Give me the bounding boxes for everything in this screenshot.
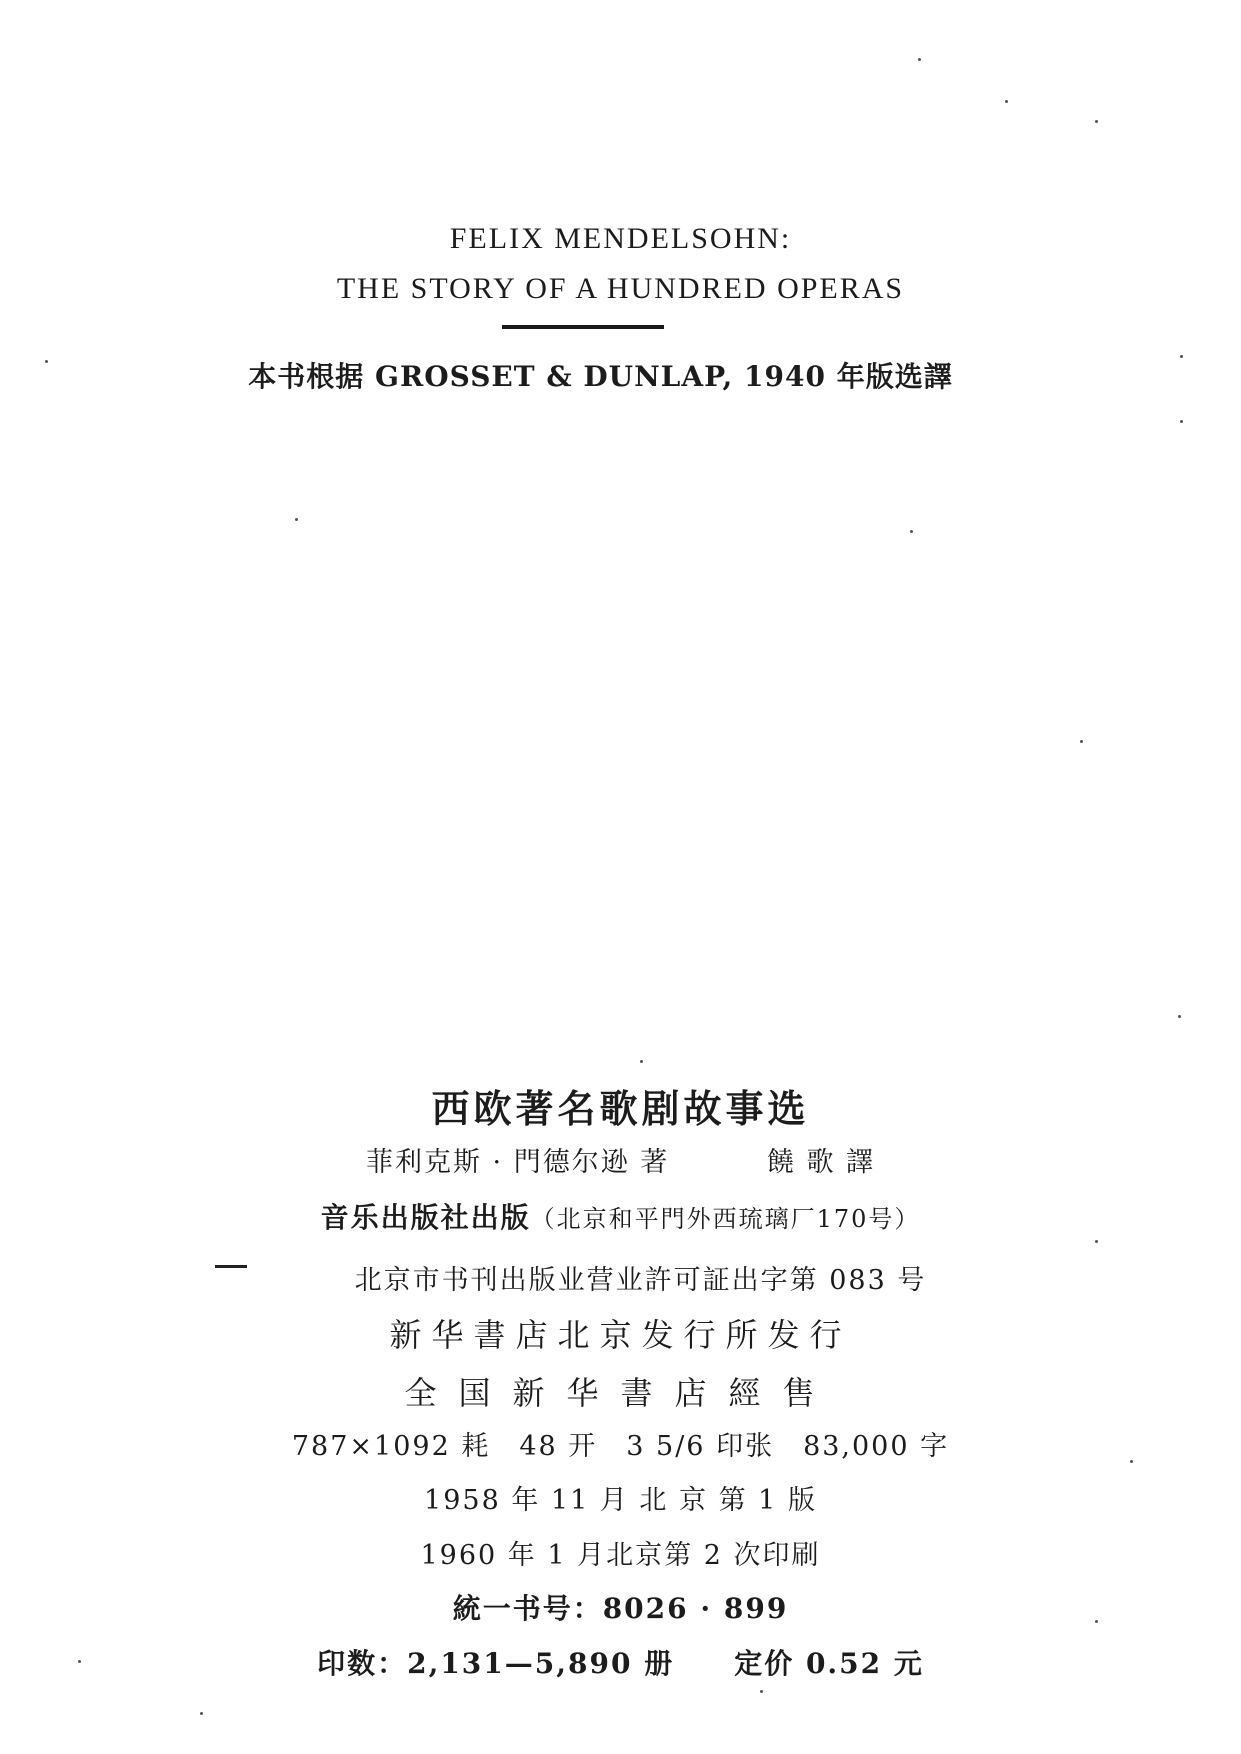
- english-author-line: FELIX MENDELSOHN:: [449, 222, 792, 255]
- english-title-line: THE STORY OF A HUNDRED OPERAS: [336, 272, 905, 305]
- scan-speck: [1095, 1620, 1098, 1623]
- scan-speck: [1095, 120, 1098, 123]
- publisher-name: 音乐出版社出版: [320, 1201, 531, 1234]
- license-line: 北京市书刊出版业营业許可証出字第 083 号: [354, 1265, 927, 1296]
- scan-speck: [1005, 100, 1008, 103]
- scan-speck: [910, 530, 913, 533]
- scan-speck: [45, 360, 48, 363]
- distributor-line: 新华書店北京发行所发行: [389, 1316, 852, 1354]
- edition-line: 1958 年 11 月 北 京 第 1 版: [424, 1485, 817, 1516]
- publisher-address: （北京和平門外西琉璃厂170号）: [530, 1205, 921, 1233]
- print-run-price-line: 印数：2,131—5,890 册 定价 0.52 元: [317, 1647, 924, 1680]
- author-translator-line: 菲利克斯 · 門德尔逊 著 饒 歌 譯: [365, 1147, 876, 1178]
- seller-line: 全国新华書店經售: [404, 1374, 837, 1412]
- scan-speck: [1080, 740, 1083, 743]
- scan-speck: [1180, 355, 1183, 358]
- scan-speck: [295, 518, 298, 521]
- scan-speck: [78, 1660, 81, 1663]
- isbn-line: 統一书号：8026 · 899: [452, 1592, 789, 1625]
- scan-speck: [1178, 1015, 1181, 1018]
- scan-speck: [1180, 420, 1183, 423]
- format-line: 787×1092 耗 48 开 3 5/6 印张 83,000 字: [291, 1431, 950, 1462]
- book-title: 西欧著名歌剧故事选: [431, 1086, 810, 1131]
- scan-speck: [1095, 1240, 1098, 1243]
- divider-rule: [502, 325, 664, 329]
- scan-speck: [918, 58, 921, 61]
- scan-speck: [1130, 1460, 1133, 1463]
- scan-speck: [200, 1712, 203, 1715]
- printing-line: 1960 年 1 月北京第 2 次印刷: [420, 1540, 821, 1571]
- scan-speck: [760, 1690, 763, 1693]
- source-note: 本书根据 GROSSET & DUNLAP, 1940 年版选譯: [248, 360, 953, 393]
- scan-speck: [640, 1060, 643, 1063]
- publisher-line: [0, 1196, 1241, 1236]
